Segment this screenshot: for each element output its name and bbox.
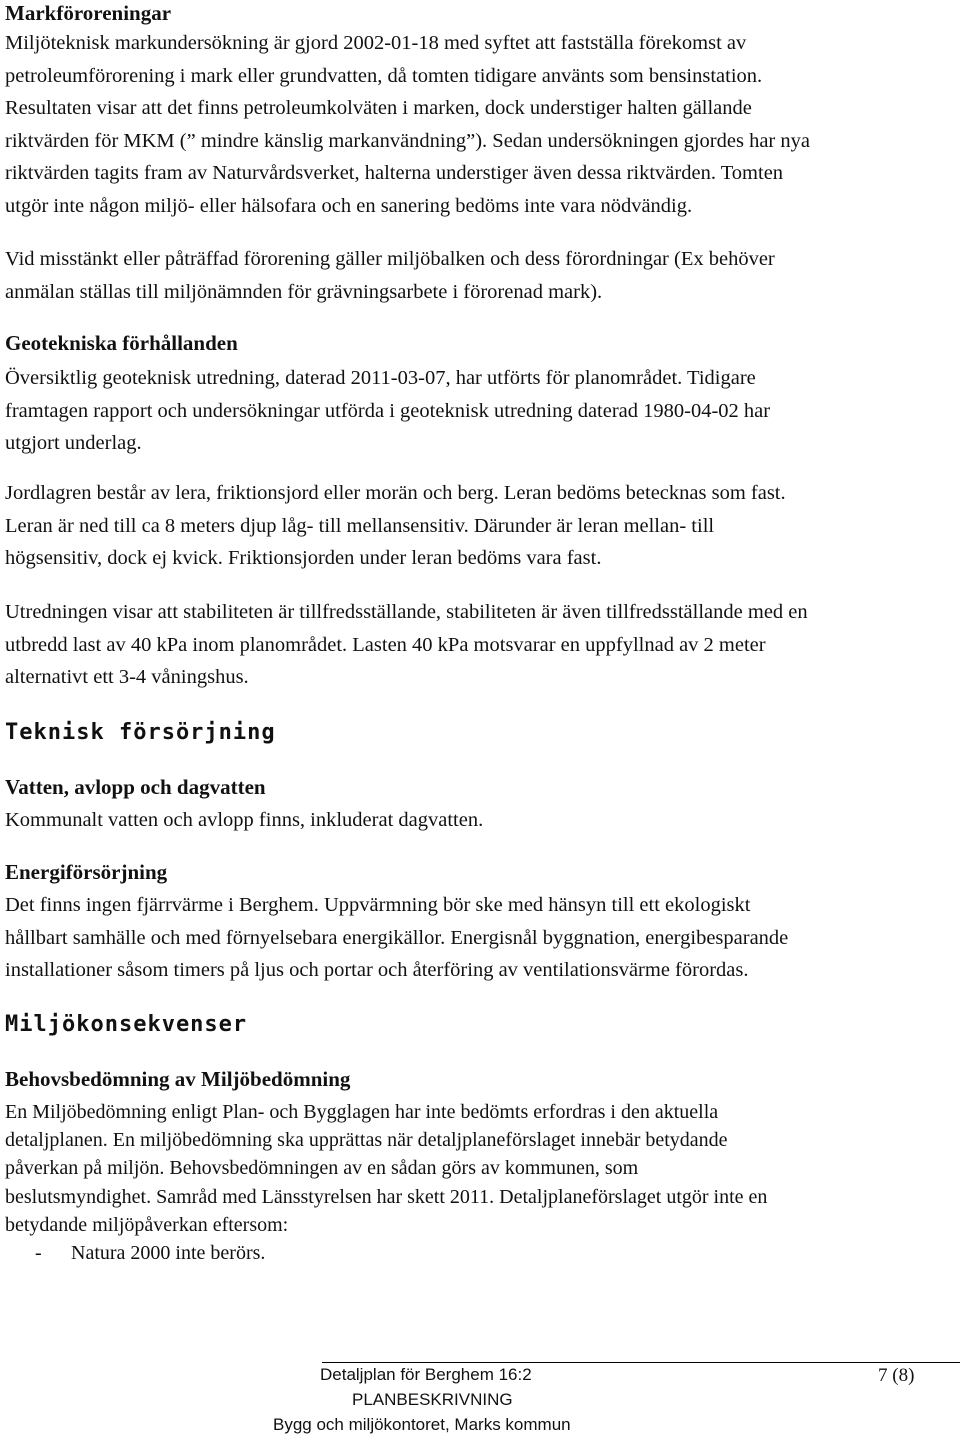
section-heading: Markföroreningar	[5, 1, 172, 25]
paragraph-line: högsensitiv, dock ej kvick. Friktionsjorden under leran bedöms vara fast.	[5, 547, 602, 570]
footer-rule	[322, 1362, 960, 1363]
paragraph-line: riktvärden tagits fram av Naturvårdsverket, halterna understiger även dessa riktvärden. Tomten	[5, 162, 784, 185]
subsection-heading: Vatten, avlopp och dagvatten	[5, 775, 266, 799]
paragraph-line: Översiktlig geoteknisk utredning, daterad 2011-03-07, har utförts för planområdet. Tidigare	[5, 367, 756, 389]
paragraph-line: alternativt ett 3-4 våningshus.	[5, 666, 249, 689]
paragraph-line: petroleumförorening i mark eller grundvatten, då tomten tidigare använts som bensinstation.	[5, 64, 763, 87]
paragraph-line: Utredningen visar att stabiliteten är tillfredsställande, stabiliteten är även tillfredsställande med en	[5, 601, 808, 623]
chapter-heading: Teknisk försörjning	[5, 720, 276, 745]
paragraph-line: hållbart samhälle och med förnyelsebara energikällor. Energisnål byggnation, energibesparande	[5, 926, 789, 949]
subsection-heading: Energiförsörjning	[5, 860, 168, 884]
paragraph-line: riktvärden för MKM (” mindre känslig markanvändning”). Sedan undersökningen gjordes har nya	[5, 129, 810, 152]
bullet-dash: -	[35, 1242, 42, 1265]
paragraph-line: framtagen rapport och undersökningar utförda i geoteknisk utredning daterad 1980-04-02 har	[5, 399, 771, 422]
section-heading: Geotekniska förhållanden	[5, 331, 238, 355]
chapter-heading: Miljökonsekvenser	[5, 1012, 248, 1037]
paragraph-line: Kommunalt vatten och avlopp finns, inkluderat dagvatten.	[5, 809, 484, 831]
paragraph-line: En Miljöbedömning enligt Plan- och Bygglagen har inte bedömts erfordras i den aktuella	[5, 1101, 719, 1123]
paragraph-line: Resultaten visar att det finns petroleumkolväten i marken, dock understiger halten gällande	[5, 97, 752, 120]
paragraph-line: Miljöteknisk markundersökning är gjord 2002-01-18 med syftet att fastställa förekomst av	[5, 32, 747, 54]
paragraph-line: Jordlagren består av lera, friktionsjord eller morän och berg. Leran bedöms betecknas som fast.	[5, 482, 786, 504]
bullet-item	[5, 1239, 767, 1267]
bullet-text: Natura 2000 inte berörs.	[71, 1242, 266, 1265]
paragraph-line: Det finns ingen fjärrvärme i Berghem. Uppvärmning bör ske med hänsyn till ett ekologiskt	[5, 894, 751, 916]
paragraph-line: anmälan ställas till miljönämnden för grävningsarbete i förorenad mark).	[5, 280, 603, 303]
footer-page-number: 7 (8)	[878, 1365, 915, 1386]
paragraph-line: Vid misstänkt eller påträffad förorening gäller miljöbalken och dess förordningar (Ex behöver	[5, 248, 775, 270]
paragraph-line: utgör inte någon miljö- eller hälsofara och en sanering bedöms inte vara nödvändig.	[5, 194, 693, 217]
paragraph-line: utbredd last av 40 kPa inom planområdet. Lasten 40 kPa motsvarar en uppfyllnad av 2 meter	[5, 633, 766, 656]
paragraph-line: påverkan på miljön. Behovsbedömningen av en sådan görs av kommunen, som	[5, 1157, 639, 1180]
paragraph-line: utgjort underlag.	[5, 432, 142, 455]
paragraph-line: betydande miljöpåverkan eftersom:	[5, 1213, 289, 1236]
paragraph-line: Leran är ned till ca 8 meters djup låg- till mellansensitiv. Därunder är leran mellan- till	[5, 514, 715, 537]
paragraph-line: detaljplanen. En miljöbedömning ska upprättas när detaljplaneförslaget innebär betydande	[5, 1129, 728, 1152]
subsection-heading: Behovsbedömning av Miljöbedömning	[5, 1067, 351, 1091]
footer-document-type: PLANBESKRIVNING	[352, 1390, 513, 1409]
paragraph-line: beslutsmyndighet. Samråd med Länsstyrelsen har skett 2011. Detaljplaneförslaget utgör inte en	[5, 1185, 768, 1208]
footer-organization: Bygg och miljökontoret, Marks kommun	[273, 1415, 571, 1434]
paragraph-line: installationer såsom timers på ljus och portar och återföring av ventilationsvärme förordas.	[5, 959, 749, 982]
footer-document-title: Detaljplan för Berghem 16:2	[320, 1365, 532, 1384]
